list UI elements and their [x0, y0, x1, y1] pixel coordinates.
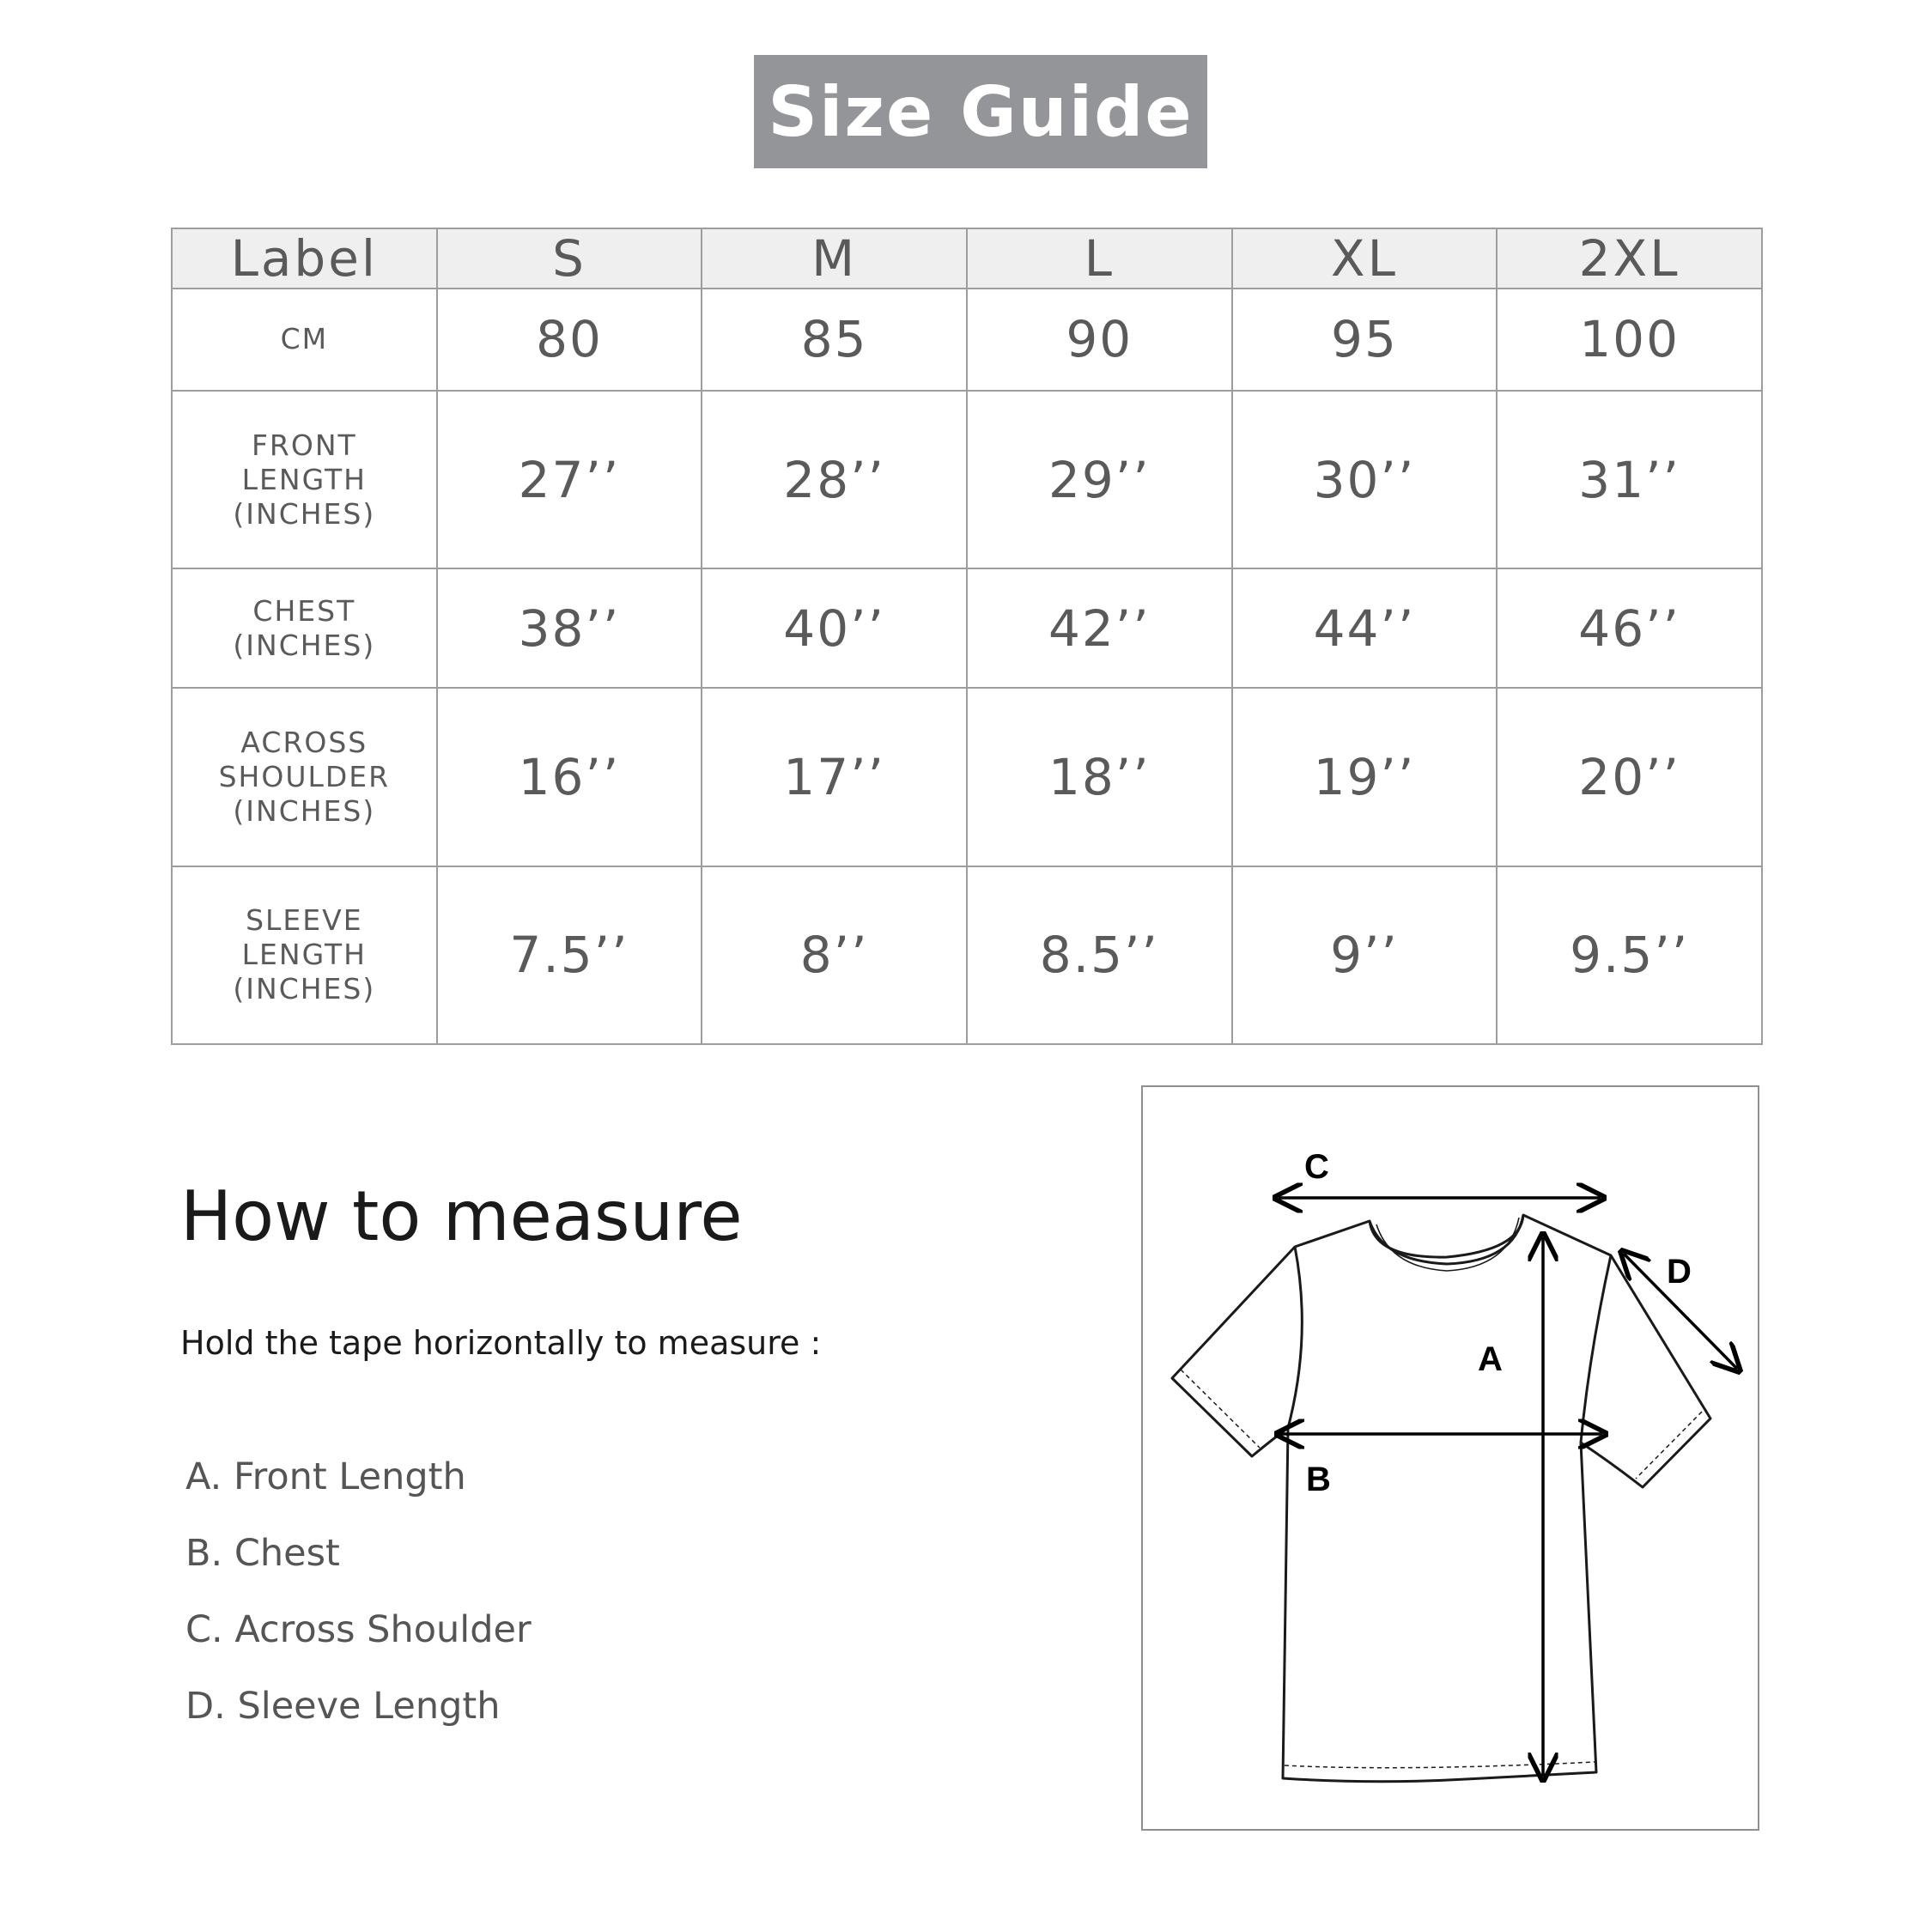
- row-label: [172, 568, 437, 688]
- table-cell: 9’’: [1232, 866, 1498, 1044]
- table-cell: 29’’: [967, 391, 1232, 568]
- size-guide-title-box: [754, 55, 1207, 168]
- table-header-row: [172, 228, 1762, 289]
- label-d: D: [1667, 1253, 1692, 1291]
- table-cell: 28’’: [702, 391, 967, 568]
- tshirt-outline-icon: [1143, 1087, 1761, 1832]
- list-item: A. Front Length: [185, 1455, 466, 1498]
- size-table: [171, 228, 1763, 1045]
- table-cell: 100: [1497, 289, 1762, 391]
- table-cell: 42’’: [967, 568, 1232, 688]
- header-size-l: L: [967, 228, 1232, 289]
- row-label-line: CM: [280, 322, 329, 356]
- table-cell: 80: [437, 289, 702, 391]
- header-size-m: M: [702, 228, 967, 289]
- header-size-2xl: 2XL: [1497, 228, 1762, 289]
- row-label-line: (INCHES): [233, 794, 376, 829]
- table-cell: 46’’: [1497, 568, 1762, 688]
- table-row-across-shoulder: [172, 688, 1762, 866]
- table-cell: 20’’: [1497, 688, 1762, 866]
- measure-steps-list: [185, 1451, 532, 1757]
- label-b: B: [1306, 1461, 1331, 1498]
- table-cell: 44’’: [1232, 568, 1498, 688]
- row-label: [172, 391, 437, 568]
- table-cell: 95: [1232, 289, 1498, 391]
- table-cell: 31’’: [1497, 391, 1762, 568]
- header-size-s: S: [437, 228, 702, 289]
- table-cell: 17’’: [702, 688, 967, 866]
- table-cell: 16’’: [437, 688, 702, 866]
- row-label: [172, 289, 437, 391]
- row-label: [172, 688, 437, 866]
- row-label-line: LENGTH: [241, 938, 367, 972]
- row-label-line: ACROSS: [240, 726, 368, 760]
- measure-instruction: Hold the tape horizontally to measure :: [180, 1324, 822, 1362]
- table-cell: 9.5’’: [1497, 866, 1762, 1044]
- label-c: C: [1304, 1148, 1329, 1186]
- list-item: B. Chest: [185, 1532, 340, 1575]
- row-label-line: (INCHES): [233, 628, 376, 662]
- table-cell: 30’’: [1232, 391, 1498, 568]
- table-cell: 8.5’’: [967, 866, 1232, 1044]
- label-a: A: [1478, 1340, 1503, 1378]
- how-to-measure-heading: How to measure: [180, 1176, 743, 1256]
- row-label-line: SLEEVE: [246, 903, 363, 938]
- row-label: [172, 866, 437, 1044]
- list-item: C. Across Shoulder: [185, 1608, 532, 1651]
- table-row-cm: [172, 289, 1762, 391]
- row-label-line: SHOULDER: [218, 760, 391, 794]
- table-row-sleeve-length: [172, 866, 1762, 1044]
- table-cell: 27’’: [437, 391, 702, 568]
- row-label-line: (INCHES): [233, 496, 376, 531]
- table-cell: 90: [967, 289, 1232, 391]
- table-cell: 85: [702, 289, 967, 391]
- table-cell: 8’’: [702, 866, 967, 1044]
- row-label-line: LENGTH: [241, 462, 367, 496]
- page-title: Size Guide: [768, 71, 1194, 152]
- table-cell: 18’’: [967, 688, 1232, 866]
- table-cell: 38’’: [437, 568, 702, 688]
- row-label-line: FRONT: [251, 428, 357, 462]
- table-cell: 19’’: [1232, 688, 1498, 866]
- header-size-xl: XL: [1232, 228, 1498, 289]
- row-label-line: CHEST: [252, 593, 356, 628]
- table-cell: 7.5’’: [437, 866, 702, 1044]
- list-item: D. Sleeve Length: [185, 1685, 501, 1728]
- row-label-line: (INCHES): [233, 972, 376, 1006]
- measurement-diagram: [1141, 1085, 1759, 1831]
- table-row-chest: [172, 568, 1762, 688]
- table-cell: 40’’: [702, 568, 967, 688]
- header-label: Label: [172, 228, 437, 289]
- tshirt-shape: [1172, 1215, 1710, 1782]
- table-row-front-length: [172, 391, 1762, 568]
